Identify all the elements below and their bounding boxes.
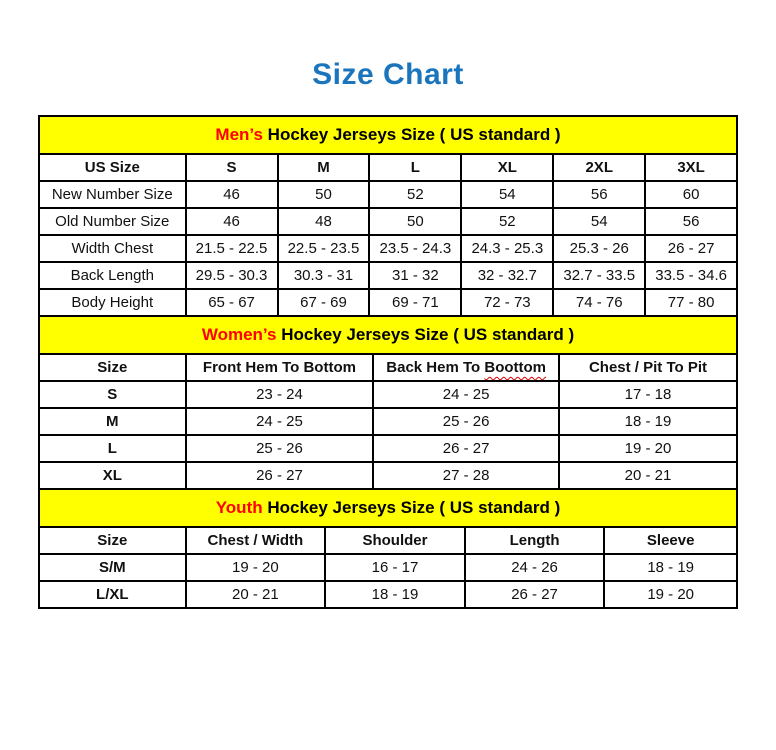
mens-row-label: Back Length (39, 262, 186, 289)
womens-value-cell: 27 - 28 (373, 462, 559, 489)
mens-value-cell: 46 (186, 181, 278, 208)
mens-value-cell: 31 - 32 (369, 262, 461, 289)
youth-value-cell: 18 - 19 (604, 554, 737, 581)
mens-column-header: M (278, 154, 370, 181)
youth-column-header: Sleeve (604, 527, 737, 554)
size-chart-tables (38, 115, 738, 609)
mens-value-cell: 54 (553, 208, 645, 235)
mens-column-header: US Size (39, 154, 186, 181)
youth-column-header: Shoulder (325, 527, 465, 554)
mens-size-table (38, 115, 738, 317)
section-title-highlight: Women’s (201, 325, 277, 344)
youth-size-table (38, 488, 738, 609)
womens-column-header: Front Hem To Bottom (186, 354, 374, 381)
section-title-rest: Hockey Jerseys Size ( US standard ) (262, 498, 561, 517)
mens-value-cell: 33.5 - 34.6 (645, 262, 737, 289)
youth-table-row (39, 554, 737, 581)
womens-column-header: Size (39, 354, 186, 381)
mens-row-label: New Number Size (39, 181, 186, 208)
mens-column-header: XL (461, 154, 553, 181)
mens-value-cell: 32 - 32.7 (461, 262, 553, 289)
mens-value-cell: 46 (186, 208, 278, 235)
youth-value-cell: 19 - 20 (604, 581, 737, 608)
mens-value-cell: 21.5 - 22.5 (186, 235, 278, 262)
mens-value-cell: 72 - 73 (461, 289, 553, 316)
womens-row-label: M (39, 408, 186, 435)
womens-column-header (373, 354, 559, 381)
womens-section-banner-row (39, 316, 737, 354)
mens-table-row (39, 235, 737, 262)
youth-column-header: Length (465, 527, 605, 554)
womens-row-label: L (39, 435, 186, 462)
size-chart-page (0, 58, 776, 609)
mens-column-header: S (186, 154, 278, 181)
youth-column-header: Chest / Width (186, 527, 326, 554)
womens-table-row (39, 408, 737, 435)
mens-table-row (39, 181, 737, 208)
mens-value-cell: 23.5 - 24.3 (369, 235, 461, 262)
mens-table-row (39, 262, 737, 289)
mens-column-header: 3XL (645, 154, 737, 181)
section-title-rest: Hockey Jerseys Size ( US standard ) (276, 325, 575, 344)
mens-value-cell: 24.3 - 25.3 (461, 235, 553, 262)
youth-value-cell: 16 - 17 (325, 554, 465, 581)
mens-value-cell: 67 - 69 (278, 289, 370, 316)
mens-value-cell: 60 (645, 181, 737, 208)
mens-value-cell: 48 (278, 208, 370, 235)
womens-row-label: XL (39, 462, 186, 489)
mens-value-cell: 56 (553, 181, 645, 208)
womens-table-row (39, 435, 737, 462)
mens-section-banner-row (39, 116, 737, 154)
mens-column-header-row (39, 154, 737, 181)
womens-table-row (39, 381, 737, 408)
section-title-highlight: Youth (215, 498, 263, 517)
womens-section-banner (39, 316, 737, 354)
mens-value-cell: 30.3 - 31 (278, 262, 370, 289)
mens-column-header: L (369, 154, 461, 181)
youth-column-header: Size (39, 527, 186, 554)
youth-value-cell: 26 - 27 (465, 581, 605, 608)
mens-value-cell: 56 (645, 208, 737, 235)
womens-value-cell: 20 - 21 (559, 462, 737, 489)
womens-value-cell: 26 - 27 (373, 435, 559, 462)
youth-column-header-row (39, 527, 737, 554)
mens-value-cell: 69 - 71 (369, 289, 461, 316)
womens-value-cell: 24 - 25 (186, 408, 374, 435)
youth-row-label: S/M (39, 554, 186, 581)
mens-value-cell: 52 (369, 181, 461, 208)
mens-value-cell: 50 (369, 208, 461, 235)
youth-value-cell: 20 - 21 (186, 581, 326, 608)
womens-value-cell: 26 - 27 (186, 462, 374, 489)
mens-value-cell: 52 (461, 208, 553, 235)
mens-row-label: Body Height (39, 289, 186, 316)
mens-value-cell: 50 (278, 181, 370, 208)
mens-value-cell: 32.7 - 33.5 (553, 262, 645, 289)
womens-row-label: S (39, 381, 186, 408)
mens-row-label: Width Chest (39, 235, 186, 262)
youth-row-label: L/XL (39, 581, 186, 608)
mens-value-cell: 74 - 76 (553, 289, 645, 316)
misspelled-word: Boottom (484, 359, 547, 376)
womens-column-header: Chest / Pit To Pit (559, 354, 737, 381)
column-header-text: Back Hem To (386, 359, 485, 376)
youth-value-cell: 18 - 19 (325, 581, 465, 608)
womens-value-cell: 25 - 26 (373, 408, 559, 435)
womens-size-table (38, 315, 738, 490)
page-title: Size Chart (312, 58, 464, 91)
mens-value-cell: 77 - 80 (645, 289, 737, 316)
mens-value-cell: 26 - 27 (645, 235, 737, 262)
womens-value-cell: 17 - 18 (559, 381, 737, 408)
mens-value-cell: 25.3 - 26 (553, 235, 645, 262)
youth-table-row (39, 581, 737, 608)
womens-value-cell: 25 - 26 (186, 435, 374, 462)
mens-value-cell: 65 - 67 (186, 289, 278, 316)
womens-value-cell: 19 - 20 (559, 435, 737, 462)
section-title-highlight: Men’s (215, 125, 263, 144)
mens-value-cell: 22.5 - 23.5 (278, 235, 370, 262)
youth-section-banner (39, 489, 737, 527)
mens-row-label: Old Number Size (39, 208, 186, 235)
youth-value-cell: 19 - 20 (186, 554, 326, 581)
womens-value-cell: 24 - 25 (373, 381, 559, 408)
section-title-rest: Hockey Jerseys Size ( US standard ) (262, 125, 561, 144)
mens-column-header: 2XL (553, 154, 645, 181)
youth-section-banner-row (39, 489, 737, 527)
womens-value-cell: 18 - 19 (559, 408, 737, 435)
mens-value-cell: 54 (461, 181, 553, 208)
womens-value-cell: 23 - 24 (186, 381, 374, 408)
youth-value-cell: 24 - 26 (465, 554, 605, 581)
womens-column-header-row (39, 354, 737, 381)
mens-section-banner (39, 116, 737, 154)
mens-table-row (39, 289, 737, 316)
womens-table-row (39, 462, 737, 489)
mens-table-row (39, 208, 737, 235)
mens-value-cell: 29.5 - 30.3 (186, 262, 278, 289)
